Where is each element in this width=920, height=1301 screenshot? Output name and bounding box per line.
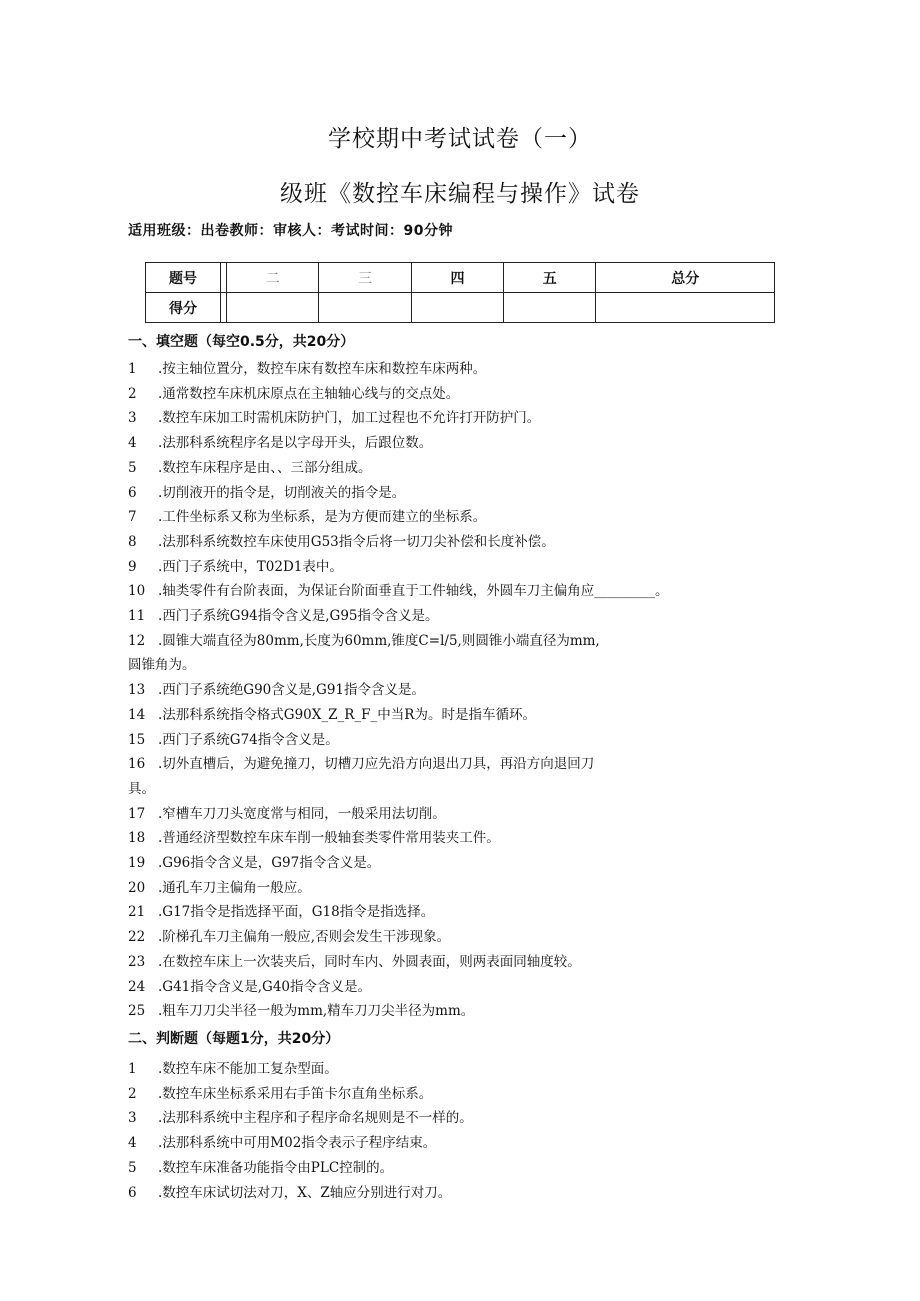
question-text: .数控车床准备功能指令由PLC控制的。	[158, 1159, 394, 1176]
question-text: .切削液开的指令是，切削液关的指令是。	[158, 484, 406, 501]
question-item	[128, 999, 768, 1024]
exam-subtitle: 级班《数控车床编程与操作》试卷	[280, 181, 640, 207]
score-cell: 三	[319, 263, 411, 293]
question-text: .按主轴位置分，数控车床有数控车床和数控车床两种。	[158, 361, 487, 377]
question-item	[128, 604, 768, 629]
question-item	[128, 579, 768, 604]
question-item	[128, 975, 768, 1000]
question-text: .工件坐标系又称为坐标系，是为方便而建立的坐标系。	[158, 509, 487, 526]
question-number: 6	[128, 484, 137, 501]
question-item	[128, 950, 768, 975]
score-input-cell	[596, 293, 775, 323]
question-item	[128, 481, 768, 506]
question-text: .数控车床不能加工复杂型面。	[158, 1061, 338, 1077]
question-number: 3	[128, 1110, 137, 1127]
question-item	[128, 406, 768, 431]
question-number: 10	[128, 583, 146, 600]
question-number: 4	[128, 435, 137, 452]
question-text: .法那科系统中可用M02指令表示子程序结束。	[158, 1135, 437, 1152]
question-item	[128, 703, 768, 728]
question-text: .阶梯孔车刀主偏角一般应,否则会发生干涉现象。	[158, 929, 451, 946]
question-item	[128, 382, 768, 407]
question-text: .法那科系统数控车床使用G53指令后将一切刀尖补偿和长度补偿。	[158, 533, 555, 550]
question-number: 16	[128, 756, 146, 773]
section-heading-fill-blank: 一、填空题（每空0.5分，共20分）	[128, 334, 355, 350]
question-text: .法那科系统程序名是以字母开头，后跟位数。	[158, 435, 433, 452]
question-item	[128, 728, 768, 753]
question-number: 1	[128, 1061, 137, 1077]
question-text: .数控车床加工时需机床防护门，加工过程也不允许打开防护门。	[158, 410, 541, 427]
question-item	[128, 752, 768, 801]
question-item	[128, 1082, 768, 1107]
score-cell: 得分	[146, 293, 221, 323]
true-false-question-list	[128, 1057, 768, 1205]
question-number: 12	[128, 632, 146, 649]
question-number: 23	[128, 953, 146, 970]
question-text: .G96指令含义是，G97指令含义是。	[158, 855, 381, 872]
question-text: .西门子系统中，T02D1表中。	[158, 558, 343, 575]
question-text: .G41指令含义是,G40指令含义是。	[158, 978, 372, 995]
question-item	[128, 357, 768, 382]
question-text: .通常数控车床机床原点在主轴轴心线与的交点处。	[158, 385, 460, 402]
question-number: 4	[128, 1135, 137, 1152]
question-number: 14	[128, 706, 146, 723]
question-text: .普通经济型数控车床车削一般轴套类零件常用装夹工件。	[158, 830, 500, 847]
question-item	[128, 1131, 768, 1156]
score-cell: 二	[227, 263, 319, 293]
score-input-cell	[227, 293, 319, 323]
question-text: .西门子系统G94指令含义是,G95指令含义是。	[158, 608, 439, 625]
question-number: 8	[128, 533, 137, 550]
question-number: 5	[128, 459, 137, 476]
question-number: 21	[128, 904, 146, 921]
question-number: 24	[128, 978, 146, 995]
question-item	[128, 900, 768, 925]
question-text: .切外直槽后，为避免撞刀，切槽刀应先沿方向退出刀具，再沿方向退回刀	[158, 756, 595, 773]
score-input-cell	[411, 293, 503, 323]
score-input-cell	[319, 293, 411, 323]
fill-blank-question-list	[128, 357, 768, 1024]
question-number: 3	[128, 410, 137, 427]
question-text: .法那科系统中主程序和子程序命名规则是不一样的。	[158, 1110, 473, 1127]
question-text: .法那科系统指令格式G90X_Z_R_F_中当R为。时是指车循环。	[158, 706, 536, 723]
question-text-continuation: 具。	[128, 780, 155, 797]
question-text: .数控车床程序是由、、三部分组成。	[158, 459, 372, 476]
question-item	[128, 456, 768, 481]
question-item	[128, 1156, 768, 1181]
question-number: 7	[128, 509, 137, 526]
question-text: .在数控车床上一次装夹后，同时车内、外圆表面，则两表面同轴度较。	[158, 953, 581, 970]
question-item	[128, 678, 768, 703]
question-number: 20	[128, 879, 146, 896]
question-item	[128, 876, 768, 901]
question-number: 25	[128, 1003, 146, 1020]
section-heading-true-false: 二、判断题（每题1分，共20分）	[128, 1031, 340, 1047]
question-number: 13	[128, 682, 146, 699]
question-item	[128, 802, 768, 827]
question-number: 19	[128, 855, 146, 872]
question-item	[128, 530, 768, 555]
question-text: .窄槽车刀刀头宽度常与相同，一般采用法切削。	[158, 805, 446, 822]
question-item	[128, 925, 768, 950]
question-number: 2	[128, 1085, 137, 1102]
question-text: .粗车刀刀尖半径一般为mm,精车刀刀尖半径为mm。	[158, 1003, 475, 1020]
question-number: 5	[128, 1159, 137, 1176]
question-number: 6	[128, 1184, 137, 1201]
score-input-cell	[504, 293, 596, 323]
question-number: 9	[128, 558, 137, 575]
question-item	[128, 1057, 768, 1082]
question-item	[128, 1106, 768, 1131]
question-number: 2	[128, 385, 137, 402]
question-text: .数控车床坐标系采用右手笛卡尔直角坐标系。	[158, 1085, 433, 1102]
question-text: .轴类零件有台阶表面，为保证台阶面垂直于工件轴线，外圆车刀主偏角应_________。	[158, 583, 669, 600]
score-cell: 题号	[146, 263, 221, 293]
exam-meta-info: 适用班级：出卷教师：审核人：考试时间：90分钟	[128, 223, 453, 239]
question-item	[128, 431, 768, 456]
question-text: .圆锥大端直径为80mm,长度为60mm,锥度C=l/5,则圆锥小端直径为mm,	[158, 632, 600, 649]
question-number: 22	[128, 929, 146, 946]
score-table	[145, 262, 775, 323]
question-item	[128, 851, 768, 876]
question-item	[128, 555, 768, 580]
question-text: .西门子系统G74指令含义是。	[158, 731, 339, 748]
question-item	[128, 826, 768, 851]
question-number: 11	[128, 608, 146, 625]
question-number: 15	[128, 731, 146, 748]
question-number: 18	[128, 830, 146, 847]
question-text: .数控车床试切法对刀，X、Z轴应分别进行对刀。	[158, 1184, 452, 1201]
score-table-score-row	[146, 293, 775, 323]
question-text: .西门子系统绝G90含义是,G91指令含义是。	[158, 682, 426, 699]
exam-title: 学校期中考试试卷（一）	[328, 126, 592, 152]
question-text: .G17指令是指选择平面，G18指令是指选择。	[158, 904, 435, 921]
question-text-continuation: 圆锥角为。	[128, 657, 196, 674]
question-text: .通孔车刀主偏角一般应。	[158, 879, 311, 896]
question-item	[128, 629, 768, 678]
question-item	[128, 1181, 768, 1206]
score-cell: 五	[504, 263, 596, 293]
score-cell: 四	[411, 263, 503, 293]
score-table-header-row	[146, 263, 775, 293]
question-number: 17	[128, 805, 146, 822]
question-item	[128, 505, 768, 530]
score-cell: 总分	[596, 263, 775, 293]
question-number: 1	[128, 361, 137, 377]
